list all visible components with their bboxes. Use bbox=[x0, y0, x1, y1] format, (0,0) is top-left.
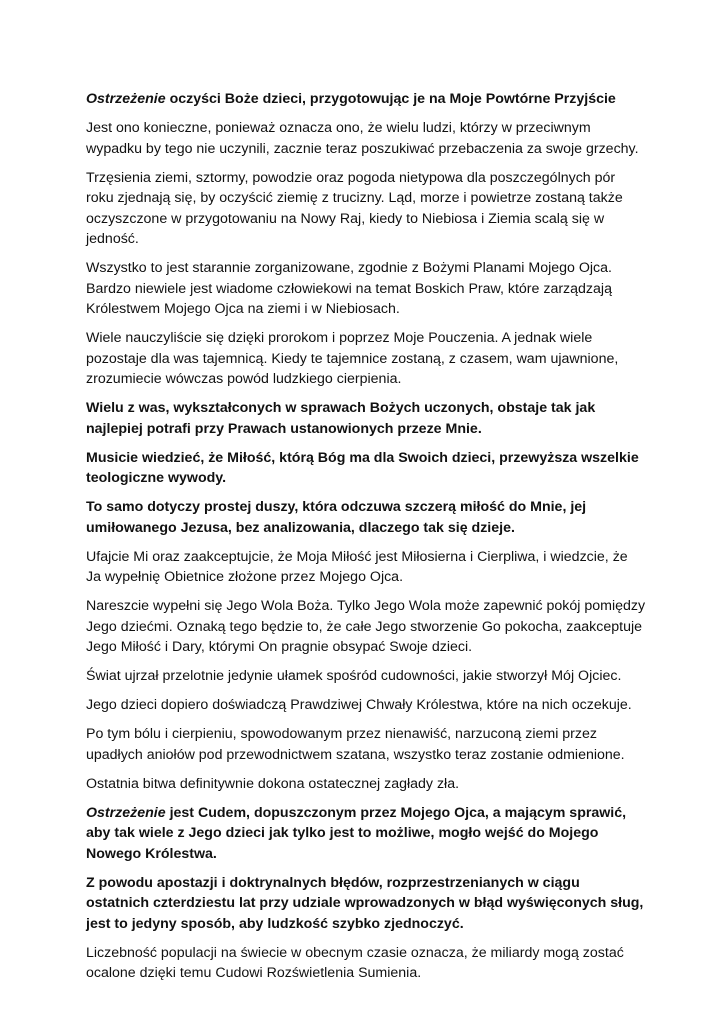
paragraph-4: Wszystko to jest starannie zorganizowane, zgodnie z Bożymi Planami Mojego Ojca. Bardzo niewiele jest wiadome człowiekowi na temat Boskich Praw, które zarządzają Królestwem Mojego Ojca na ziemi i w Niebiosach. bbox=[86, 260, 612, 317]
paragraph-16: Z powodu apostazji i doktrynalnych błędów, rozprzestrzenianych w ciągu ostatnich czterdziestu lat przy udziale wprowadzonych w błąd wyświęconych sług, jest to jedyny sposób, aby ludzkość szybko zjednoczyć. bbox=[86, 874, 644, 932]
paragraph-15-text: jest Cudem, dopuszczonym przez Mojego Ojca, a mającym sprawić, aby tak wiele z Jego dzieci jak tylko jest to możliwe, mogło wejść do Mojego Nowego Królestwa. bbox=[86, 804, 627, 862]
paragraph-1-text: oczyści Boże dzieci, przygotowując je na Moje Powtórne Przyjście bbox=[165, 91, 616, 107]
paragraph-5: Wiele nauczyliście się dzięki prorokom i poprzez Moje Pouczenia. A jednak wiele pozostaje dla was tajemnicą. Kiedy te tajemnice zostaną, z czasem, wam ujawnione, zrozumiecie wówczas powód ludzkiego cierpienia. bbox=[86, 330, 619, 387]
document-page bbox=[86, 89, 646, 992]
paragraph-17: Liczebność populacji na świecie w obecnym czasie oznacza, że miliardy mogą zostać ocalone dzięki temu Cudowi Rozświetlenia Sumienia. bbox=[86, 944, 624, 981]
emphasis-ostrzezenie: Ostrzeżenie bbox=[86, 91, 166, 107]
paragraph-8: To samo dotyczy prostej duszy, która odczuwa szczerą miłość do Mnie, jej umiłowanego Jezusa, bez analizowania, dlaczego tak się dzieje. bbox=[86, 499, 587, 536]
emphasis-ostrzezenie: Ostrzeżenie bbox=[86, 804, 166, 821]
paragraph-6: Wielu z was, wykształconych w sprawach Bożych uczonych, obstaje tak jak najlepiej potrafi przy Prawach ustanowionych przeze Mnie. bbox=[86, 400, 596, 437]
paragraph-7: Musicie wiedzieć, że Miłość, którą Bóg ma dla Swoich dzieci, przewyższa wszelkie teologiczne wywody. bbox=[86, 449, 639, 486]
paragraph-3: Trzęsienia ziemi, sztormy, powodzie oraz pogoda nietypowa dla poszczególnych pór roku zjednają się, by oczyścić ziemię z trucizny. Ląd, morze i powietrze zostaną także oczyszczone w przygotowaniu na Nowy Raj, kiedy to Niebiosa i Ziemia scalą się w jedność. bbox=[86, 169, 623, 247]
paragraph-12: Jego dzieci dopiero doświadczą Prawdziwej Chwały Królestwa, które na nich oczekuje. bbox=[86, 697, 632, 713]
paragraph-13: Po tym bólu i cierpieniu, spowodowanym przez nienawiść, narzuconą ziemi przez upadłych aniołów pod przewodnictwem szatana, wszystko teraz zostanie odmienione. bbox=[86, 726, 625, 763]
paragraph-15 bbox=[86, 803, 646, 865]
paragraph-11: Świat ujrzał przelotnie jedynie ułamek spośród cudowności, jakie stworzył Mój Ojciec. bbox=[86, 668, 622, 684]
paragraph-10: Nareszcie wypełni się Jego Wola Boża. Tylko Jego Wola może zapewnić pokój pomiędzy Jego dziećmi. Oznaką tego będzie to, że całe Jego stworzenie Go pokocha, zaakceptuje Jego Miłość i Dary, którymi On pragnie obsypać Swoje dzieci. bbox=[86, 598, 646, 655]
paragraph-9: Ufajcie Mi oraz zaakceptujcie, że Moja Miłość jest Miłosierna i Cierpliwa, i wiedzcie, że Ja wypełnię Obietnice złożone przez Mojego Ojca. bbox=[86, 548, 628, 585]
paragraph-1 bbox=[86, 89, 646, 110]
paragraph-2: Jest ono konieczne, ponieważ oznacza ono, że wielu ludzi, którzy w przeciwnym wypadku by tego nie uczynili, zacznie teraz poszukiwać przebaczenia za swoje grzechy. bbox=[86, 120, 639, 157]
paragraph-14: Ostatnia bitwa definitywnie dokona ostatecznej zagłady zła. bbox=[86, 775, 460, 792]
